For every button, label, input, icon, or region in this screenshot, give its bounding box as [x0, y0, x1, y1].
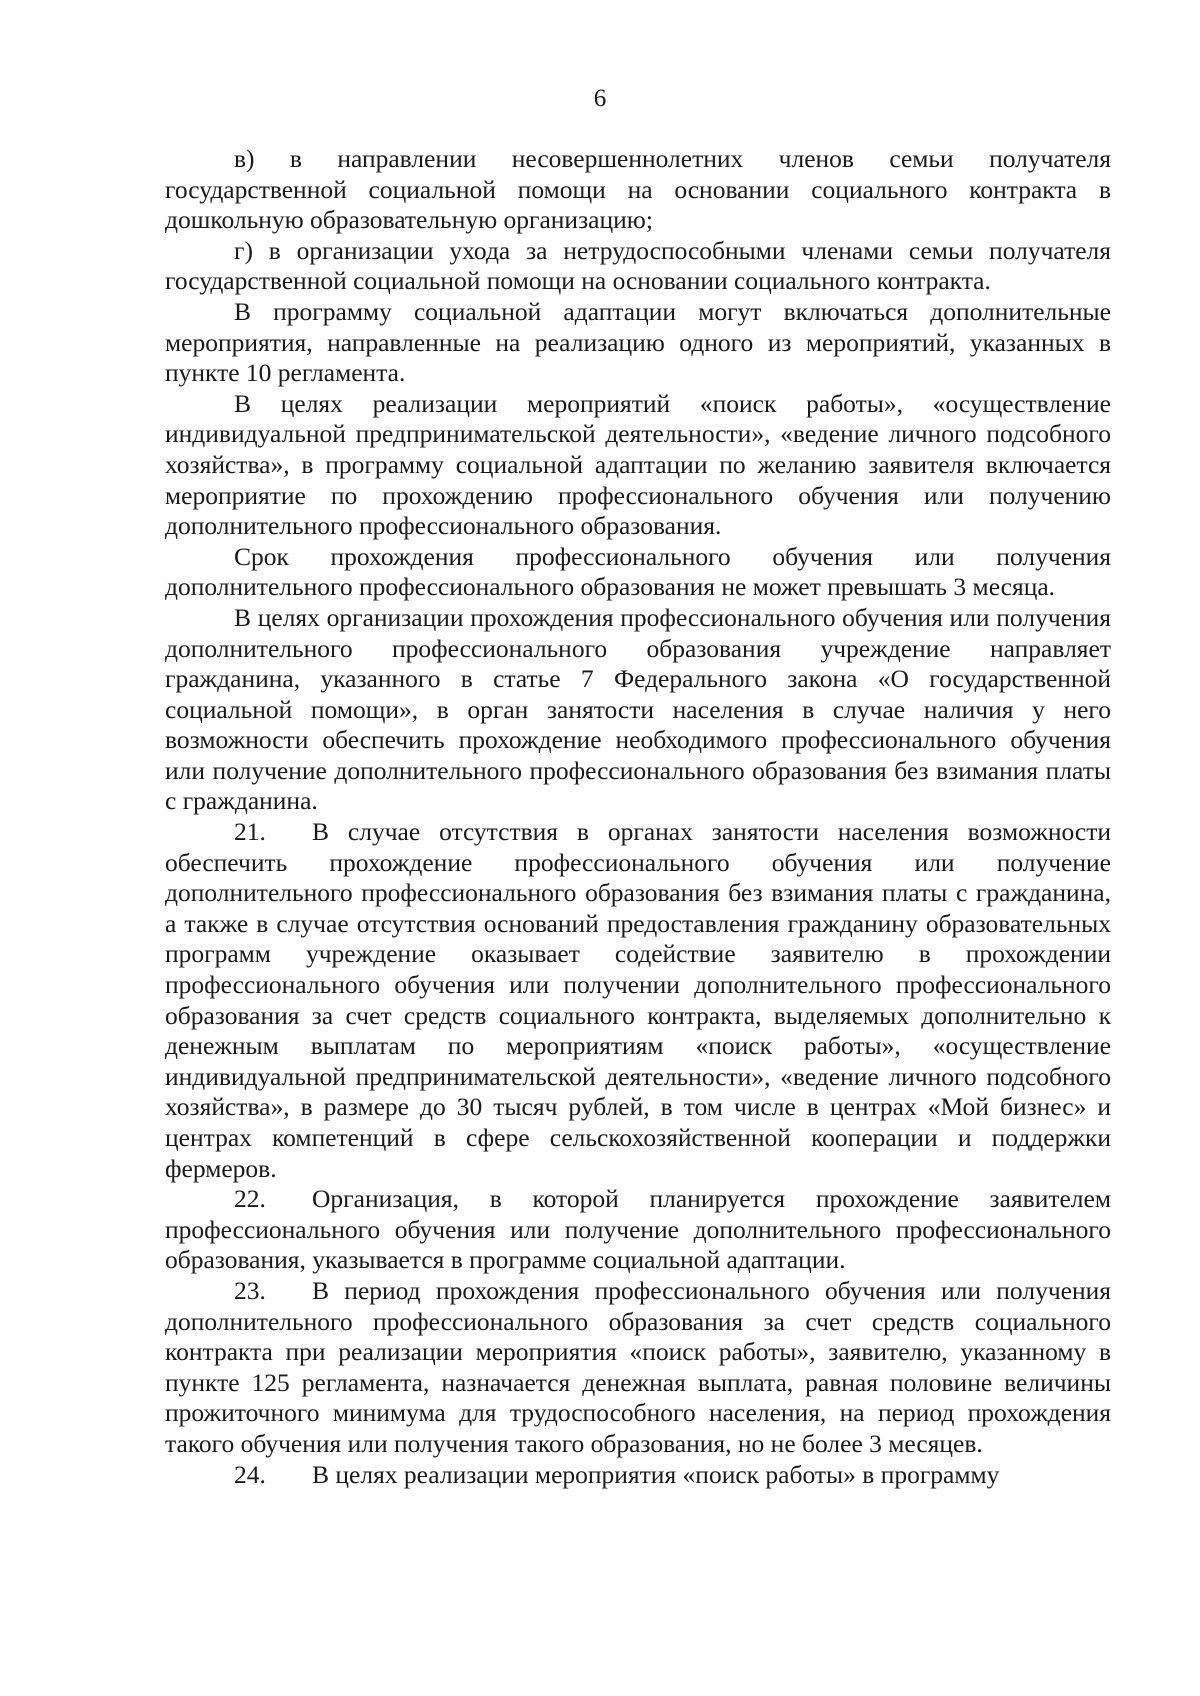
- item-text: В целях реализации мероприятия «поиск работы» в программу: [312, 1459, 1000, 1489]
- paragraph-item-23: [165, 1276, 1111, 1460]
- item-text: Организация, в которой планируется прохождение заявителем профессионального обучения или получение дополнительного профессионального образования, указывается в программе социальной адаптации.: [165, 1184, 1111, 1275]
- paragraph-training-organization: В целях организации прохождения профессионального обучения или получения дополнительного профессионального образования учреждение направляет гражданина, указанного в статье 7 Федерального закона «О государственной социальной помощи», в орган занятости населения в случае наличия у него возможности обеспечить прохождение необходимого профессионального обучения или получение дополнительного профессионального образования без взимания платы с гражданина.: [165, 602, 1111, 816]
- paragraph-item-21: [165, 817, 1111, 1184]
- paragraph-additional-measures: В программу социальной адаптации могут включаться дополнительные мероприятия, направленные на реализацию одного из мероприятий, указанных в пункте 10 регламента.: [165, 296, 1111, 388]
- paragraph-training-term: Срок прохождения профессионального обучения или получения дополнительного профессионального образования не может превышать 3 месяца.: [165, 541, 1111, 602]
- paragraph-item-24: [165, 1460, 1111, 1491]
- item-text: В период прохождения профессионального обучения или получения дополнительного профессионального образования за счет средств социального контракта при реализации мероприятия «поиск работы», заявителю, указанному в пункте 125 регламента, назначается денежная выплата, равная половине величины прожиточного минимума для трудоспособного населения, на период прохождения такого обучения или получения такого образования, но не более 3 месяцев.: [165, 1275, 1111, 1458]
- paragraph-item-22: [165, 1184, 1111, 1276]
- paragraph-subitem-v: в) в направлении несовершеннолетних членов семьи получателя государственной социальной помощи на основании социального контракта в дошкольную образовательную организацию;: [165, 144, 1111, 235]
- item-text: В случае отсутствия в органах занятости населения возможности обеспечить прохождение профессионального обучения или получение дополнительного профессионального образования без взимания платы с гражданина, а также в случае отсутствия оснований предоставления гражданину образовательных программ учреждение оказывает содействие заявителю в прохождении профессионального обучения или получении дополнительного профессионального образования за счет средств социального контракта, выделяемых дополнительно к денежным выплатам по мероприятиям «поиск работы», «осуществление индивидуальной предпринимательской деятельности», «ведение личного подсобного хозяйства», в размере до 30 тысяч рублей, в том числе в центрах «Мой бизнес» и центрах компетенций в сфере сельскохозяйственной кооперации и поддержки фермеров.: [165, 817, 1111, 1183]
- item-number: 24.: [234, 1459, 266, 1489]
- item-number: 23.: [234, 1275, 266, 1305]
- document-body: [165, 144, 1111, 1490]
- paragraph-job-search-goals: В целях реализации мероприятий «поиск работы», «осуществление индивидуальной предпринимательской деятельности», «ведение личного подсобного хозяйства», в программу социальной адаптации по желанию заявителя включается мероприятие по прохождению профессионального обучения или получению дополнительного профессионального образования.: [165, 388, 1111, 541]
- item-number: 21.: [234, 817, 266, 847]
- page-number: 6: [593, 85, 607, 112]
- paragraph-subitem-g: г) в организации ухода за нетрудоспособными членами семьи получателя государственной социальной помощи на основании социального контракта.: [165, 235, 1111, 296]
- item-number: 22.: [234, 1184, 266, 1214]
